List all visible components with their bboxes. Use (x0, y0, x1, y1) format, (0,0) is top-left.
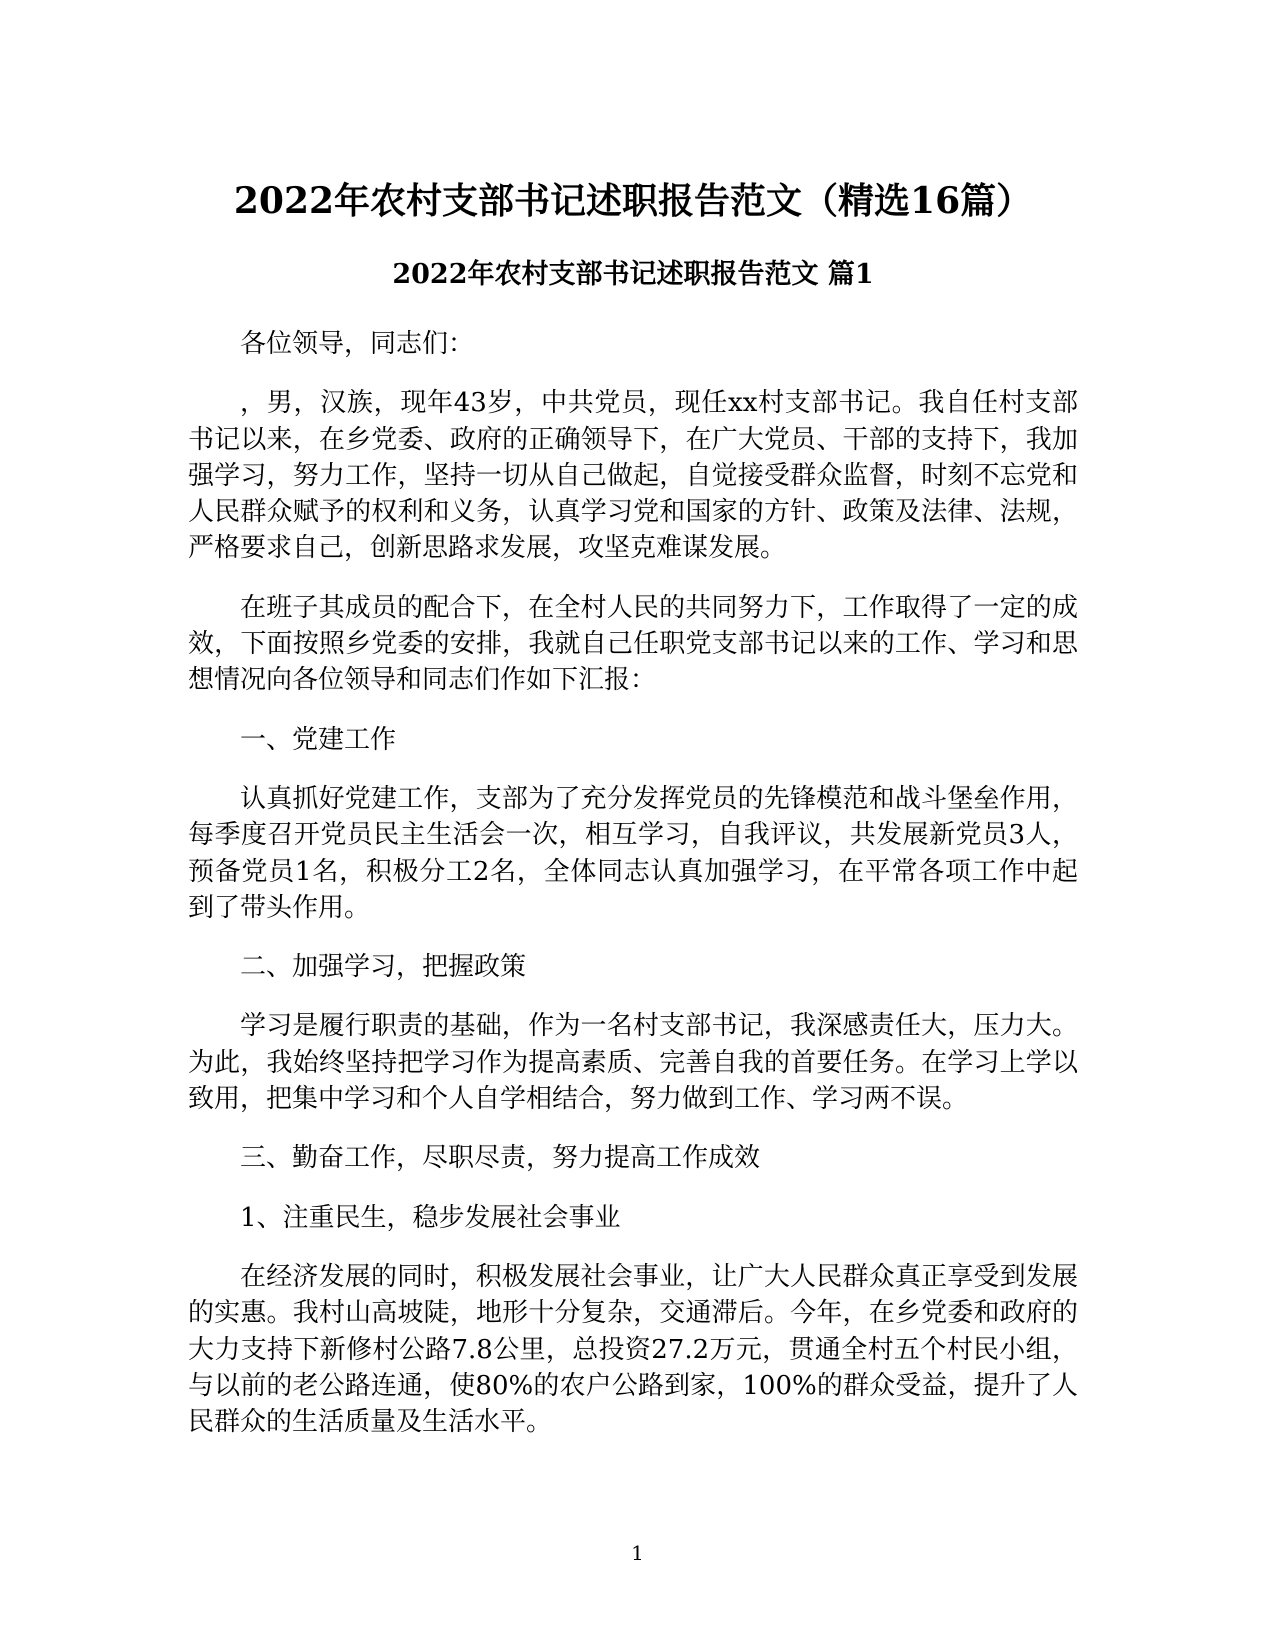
heading-party-building: 一、党建工作 (240, 724, 397, 755)
subheading-livelihood: 1、注重民生，稳步发展社会事业 (240, 1202, 621, 1233)
heading-diligent-work: 三、勤奋工作，尽职尽责，努力提高工作成效 (240, 1143, 761, 1174)
salutation-paragraph: 各位领导，同志们： (240, 329, 475, 359)
heading-study-policy: 二、加强学习，把握政策 (240, 952, 527, 983)
section-title: 2022年农村支部书记述职报告范文 篇1 (392, 259, 874, 290)
intro-paragraph: ，男，汉族，现年43岁，中共党员，现任xx村支部书记。我自任村支部书记以来，在乡党委、政府的正确领导下，在广大党员、干部的支持下，我加强学习，努力工作，坚持一切从自己做起，自觉接受群众监督，时刻不忘党和人民群众赋予的权利和义务，认真学习党和国家的方针、政策及法律、法规，严格要求自己，创新思路求发展，攻坚克难谋发展。 (188, 388, 1078, 564)
party-building-paragraph: 认真抓好党建工作，支部为了充分发挥党员的先锋模范和战斗堡垒作用，每季度召开党员民主生活会一次，相互学习，自我评议，共发展新党员3人，预备党员1名，积极分工2名，全体同志认真加强学习，在平常各项工作中起到了带头作用。 (188, 783, 1078, 923)
study-policy-paragraph: 学习是履行职责的基础，作为一名村支部书记，我深感责任大，压力大。为此，我始终坚持把学习作为提高素质、完善自我的首要任务。在学习上学以致用，把集中学习和个人自学相结合，努力做到工作、学习两不误。 (188, 1011, 1078, 1115)
summary-paragraph: 在班子其成员的配合下，在全村人民的共同努力下，工作取得了一定的成效，下面按照乡党委的安排，我就自己任职党支部书记以来的工作、学习和思想情况向各位领导和同志们作如下汇报： (188, 592, 1078, 696)
document-body (188, 175, 1078, 1440)
livelihood-paragraph: 在经济发展的同时，积极发展社会事业，让广大人民群众真正享受到发展的实惠。我村山高坡陡，地形十分复杂，交通滞后。今年，在乡党委和政府的大力支持下新修村公路7.8公里，总投资27.2万元，贯通全村五个村民小组，与以前的老公路连通，使80%的农户公路到家，100%的群众受益，提升了人民群众的生活质量及生活水平。 (188, 1261, 1078, 1438)
page-number: 1 (631, 1541, 644, 1565)
document-title: 2022年农村支部书记述职报告范文（精选16篇） (233, 180, 1033, 222)
